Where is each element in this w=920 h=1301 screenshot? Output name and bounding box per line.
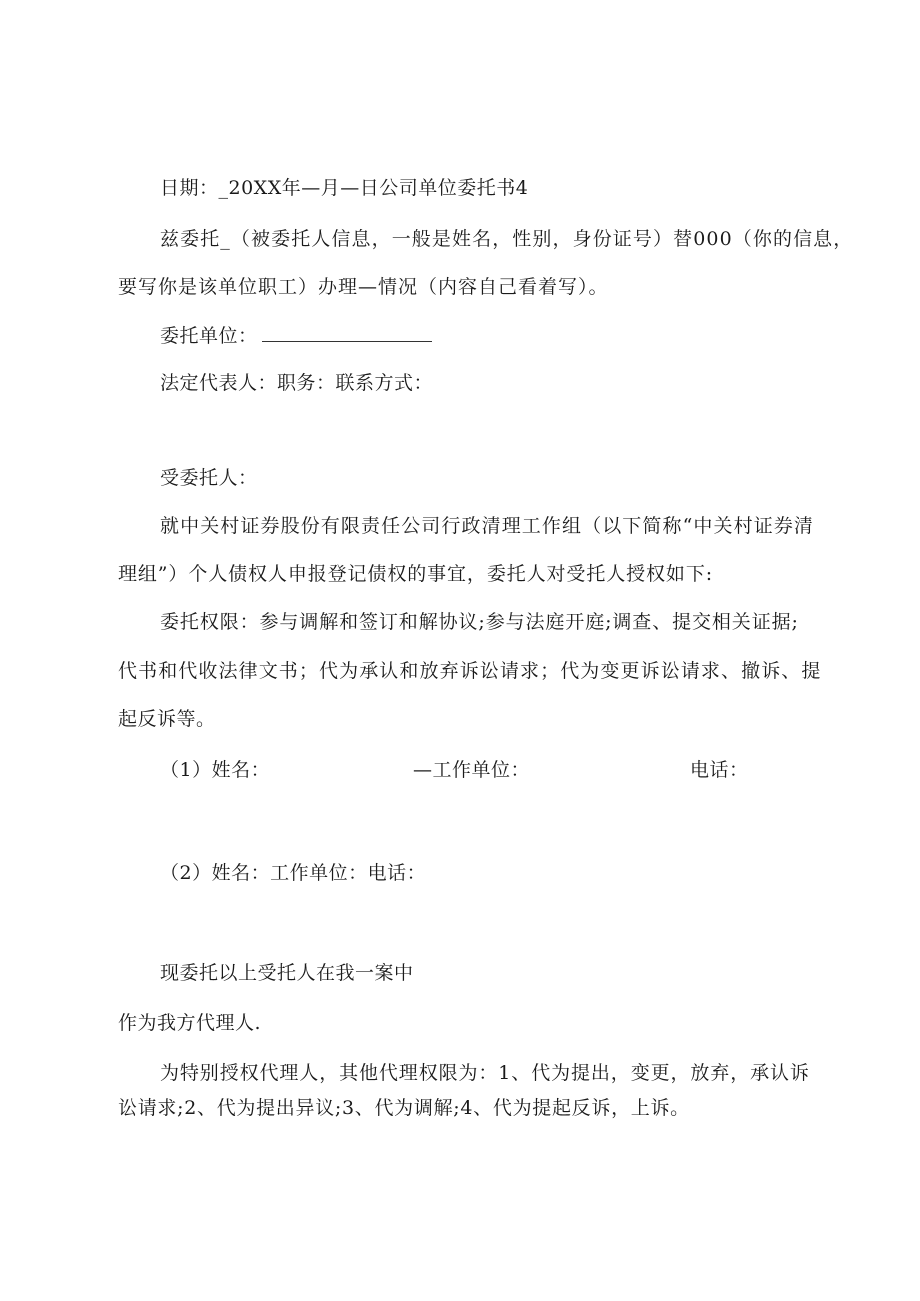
para2-line2: 理组”）个人债权人申报登记债权的事宜，委托人对受托人授权如下: [118, 563, 714, 585]
trustee-label: 受委托人： [160, 467, 258, 489]
legal-rep-line: 法定代表人：职务：联系方式： [160, 372, 434, 394]
person1-name-label: （1）姓名： [160, 759, 271, 781]
unit-label: 委托单位： [160, 325, 258, 347]
date-line: 日期：_20XX年—月—日公司单位委托书4 [160, 177, 529, 199]
para4-line1: 现委托以上受托人在我一案中 [160, 962, 414, 984]
para2-line1: 就中关村证券股份有限责任公司行政清理工作组（以下简称“中关村证券清 [160, 515, 815, 537]
para5-line2: 讼请求;2、代为提出异议;3、代为调解;4、代为提起反诉，上诉。 [118, 1097, 690, 1119]
unit-line [160, 323, 432, 348]
para3-line3: 起反诉等。 [118, 708, 216, 730]
para3-line1: 委托权限：参与调解和签订和解协议;参与法庭开庭;调查、提交相关证据; [160, 611, 799, 633]
para5-line1: 为特别授权代理人，其他代理权限为：1、代为提出，变更，放弃，承认诉 [160, 1062, 810, 1084]
unit-blank-underline[interactable] [262, 323, 432, 342]
person1-phone-label: 电话： [690, 759, 749, 781]
person2-line: （2）姓名：工作单位：电话： [160, 862, 427, 884]
para1-line2: 要写你是该单位职工）办理—情况（内容自己看着写）。 [118, 276, 609, 298]
para1-line1: 兹委托_（被委托人信息，一般是姓名，性别，身份证号）替000（你的信息， [160, 228, 854, 250]
para3-line2: 代书和代收法律文书；代为承认和放弃诉讼请求；代为变更诉讼请求、撤诉、提 [118, 660, 822, 682]
para4-line2: 作为我方代理人. [118, 1012, 262, 1034]
person1-work-label: —工作单位： [413, 759, 531, 781]
